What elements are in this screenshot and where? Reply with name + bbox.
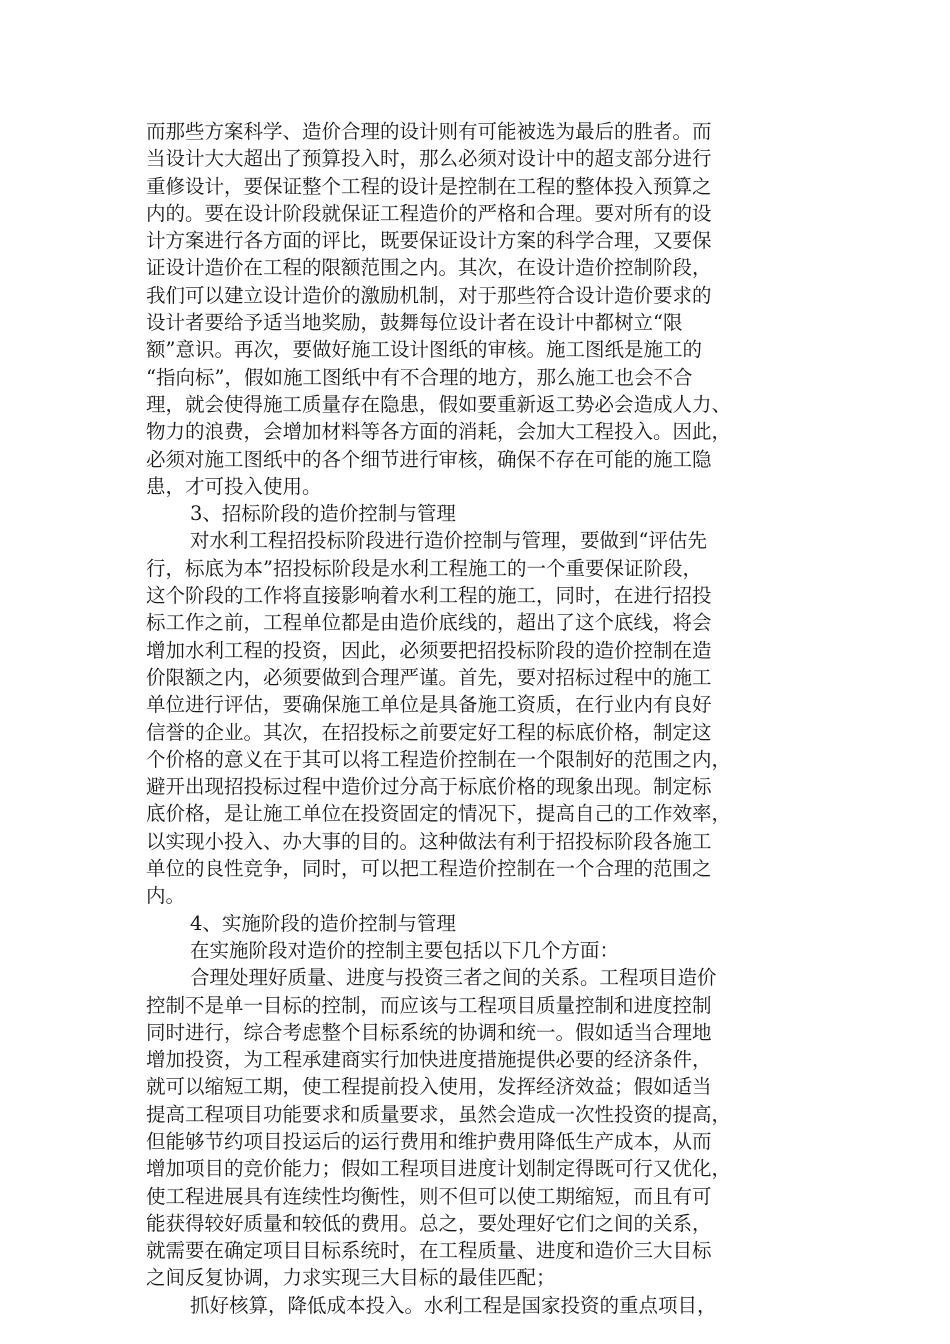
text-line: 重修设计，要保证整个工程的设计是控制在工程的整体投入预算之 [146,174,712,198]
text-line: 设计者要给予适当地奖励，鼓舞每位设计者在设计中都树立“限 [146,311,683,335]
text-line: 提高工程项目功能要求和质量要求，虽然会造成一次性投资的提高， [146,1102,732,1126]
text-line: 使工程进展具有连续性均衡性，则不但可以使工期缩短，而且有可 [146,1184,712,1208]
text-line: 增加项目的竞价能力；假如工程项目进度计划制定得既可行又优化， [146,1157,732,1181]
text-line: 信誉的企业。其次，在招投标之前要定好工程的标底价格，制定这 [146,720,712,744]
text-line: 4、实施阶段的造价控制与管理 [190,911,456,935]
text-line: 行，标底为本”招投标阶段是水利工程施工的一个重要保证阶段， [146,556,702,580]
text-line: 就可以缩短工期，使工程提前投入使用，发挥经济效益；假如适当 [146,1075,712,1099]
text-line: 额”意识。再次，要做好施工设计图纸的审核。施工图纸是施工的 [146,338,702,362]
text-line: 避开出现招投标过程中造价过分高于标底价格的现象出现。制定标 [146,775,712,799]
text-line: 证设计造价在工程的限额范围之内。其次，在设计造价控制阶段， [146,256,712,280]
text-line: “指向标”，假如施工图纸中有不合理的地方，那么施工也会不合 [146,365,693,389]
text-line: 单位的良性竞争，同时，可以把工程造价控制在一个合理的范围之 [146,857,712,881]
text-line: 单位进行评估，要确保施工单位是具备施工资质，在行业内有良好 [146,693,712,717]
text-line: 对水利工程招投标阶段进行造价控制与管理，要做到“评估先 [190,529,707,553]
text-line: 理，就会使得施工质量存在隐患，假如要重新返工势必会造成人力、 [146,392,732,416]
text-line: 价限额之内，必须要做到合理严谨。首先，要对招标过程中的施工 [146,665,712,689]
text-line: 同时进行，综合考虑整个目标系统的协调和统一。假如适当合理地 [146,1020,712,1044]
text-line: 个价格的意义在于其可以将工程造价控制在一个限制好的范围之内， [146,747,732,771]
text-line: 在实施阶段对造价的控制主要包括以下几个方面： [190,938,620,962]
text-line: 患，才可投入使用。 [146,474,322,498]
text-line: 合理处理好质量、进度与投资三者之间的关系。工程项目造价 [190,966,717,990]
text-line: 而那些方案科学、造价合理的设计则有可能被选为最后的胜者。而 [146,120,712,143]
text-line: 但能够节约项目投运后的运行费用和维护费用降低生产成本，从而 [146,1129,712,1153]
text-line: 能获得较好质量和较低的费用。总之，要处理好它们之间的关系， [146,1211,712,1235]
text-line: 我们可以建立设计造价的激励机制，对于那些符合设计造价要求的 [146,283,712,307]
text-line: 标工作之前，工程单位都是由造价底线的，超出了这个底线，将会 [146,611,712,635]
text-line: 这个阶段的工作将直接影响着水利工程的施工，同时，在进行招投 [146,584,712,608]
text-line: 计方案进行各方面的评比，既要保证设计方案的科学合理，又要保 [146,229,712,253]
text-line: 必须对施工图纸中的各个细节进行审核，确保不存在可能的施工隐 [146,447,712,471]
text-line: 控制不是单一目标的控制，而应该与工程项目质量控制和进度控制 [146,993,712,1017]
text-line: 抓好核算，降低成本投入。水利工程是国家投资的重点项目， [190,1293,717,1317]
text-line: 内。 [146,884,186,908]
text-line: 3、招标阶段的造价控制与管理 [190,502,456,526]
text-line: 物力的浪费，会增加材料等各方面的消耗，会加大工程投入。因此， [146,420,732,444]
text-line: 增加投资，为工程承建商实行加快进度措施提供必要的经济条件， [146,1048,712,1072]
document-page [146,118,806,1319]
text-line: 内的。要在设计阶段就保证工程造价的严格和合理。要对所有的设 [146,201,712,225]
text-line: 就需要在确定项目目标系统时，在工程质量、进度和造价三大目标 [146,1239,712,1263]
text-line: 底价格，是让施工单位在投资固定的情况下，提高自己的工作效率， [146,802,732,826]
text-line: 以实现小投入、办大事的目的。这种做法有利于招投标阶段各施工 [146,829,712,853]
text-line: 之间反复协调，力求实现三大目标的最佳匹配； [146,1266,556,1290]
text-line: 增加水利工程的投资，因此，必须要把招投标阶段的造价控制在造 [146,638,712,662]
text-line: 当设计大大超出了预算投入时，那么必须对设计中的超支部分进行 [146,147,712,171]
